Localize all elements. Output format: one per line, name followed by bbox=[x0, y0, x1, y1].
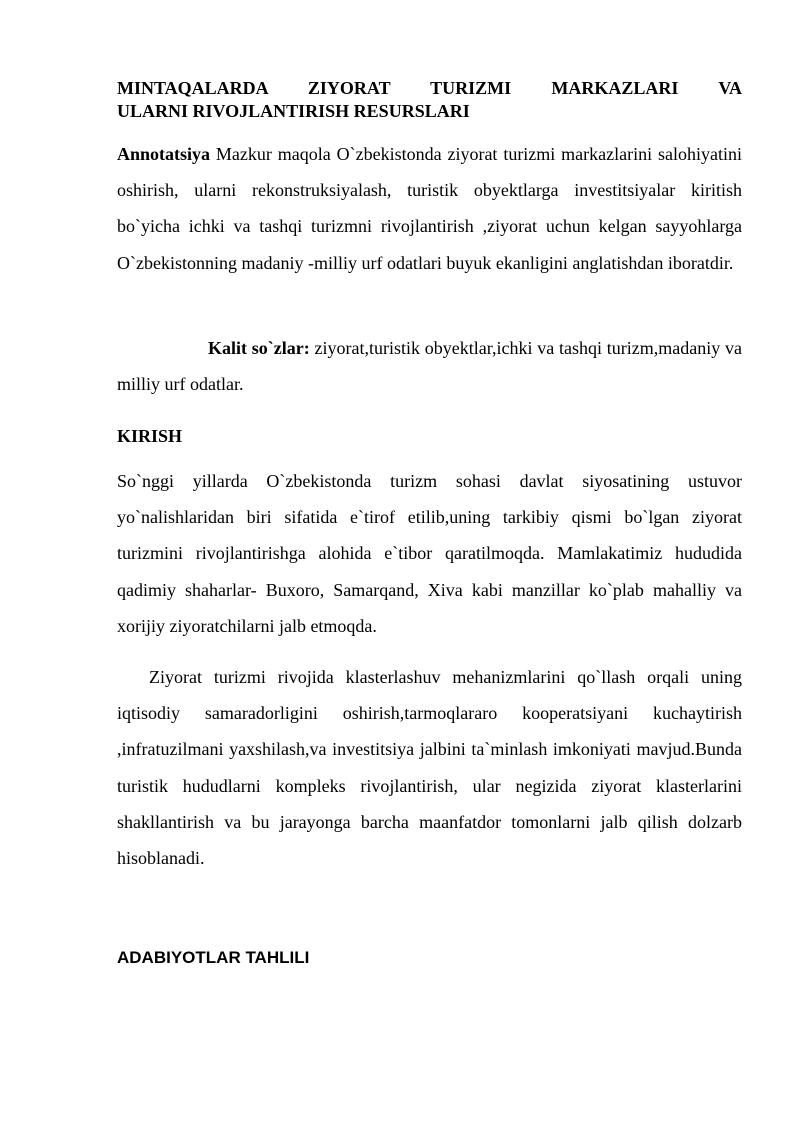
keywords-label: Kalit so`zlar: bbox=[208, 338, 310, 358]
annotation-text: Mazkur maqola O`zbekistonda ziyorat turizmi markazlarini salohiyatini oshirish, ularni rekonstruksiyalash, turistik obyektlarga investitsiyalar kiritish bo`yicha ichki va tashqi turizmni rivojlantirish ,ziyorat uchun kelgan sayyohlarga O`zbekistonning madaniy -milliy urf odatlari buyuk ekanligini anglatishdan iboratdir. bbox=[117, 144, 742, 273]
document-title bbox=[117, 77, 742, 123]
keywords-text: ziyorat,turistik obyektlar,ichki va tashqi turizm,madaniy va milliy urf odatlar. bbox=[117, 338, 742, 395]
annotation-label: Annotatsiya bbox=[117, 144, 211, 164]
section-heading-kirish: KIRISH bbox=[117, 426, 183, 446]
title-line-2: ULARNI RIVOJLANTIRISH RESURSLARI bbox=[117, 101, 470, 121]
intro-paragraph: So`nggi yillarda O`zbekistonda turizm sohasi davlat siyosatining ustuvor yo`nalishlaridan biri sifatida e`tirof etilib,uning tarkibiy qismi bo`lgan ziyorat turizmini rivojlantirishga alohida e`tibor qaratilmoqda. Mamlakatimiz hududida qadimiy shaharlar- Buxoro, Samarqand, Xiva kabi manzillar ko`plab mahalliy va xorijiy ziyoratchilarni jalb etmoqda. bbox=[117, 471, 742, 636]
title-line-1: MINTAQALARDA ZIYORAT TURIZMI MARKAZLARI VA bbox=[117, 78, 742, 98]
keywords-paragraph bbox=[117, 330, 742, 402]
section-heading-adabiyotlar: ADABIYOTLAR TAHLILI bbox=[117, 948, 310, 967]
annotation-paragraph bbox=[117, 136, 742, 281]
cluster-paragraph: Ziyorat turizmi rivojida klasterlashuv mehanizmlarini qo`llash orqali uning iqtisodiy samaradorligini oshirish,tarmoqlararo kooperatsiyani kuchaytirish ,infratuzilmani yaxshilash,va investitsiya jalbini ta`minlash imkoniyati mavjud.Bunda turistik hududlarni kompleks rivojlantirish, ular negizida ziyorat klasterlarini shakllantirish va bu jarayonga barcha maanfatdor tomonlarni jalb qilish dolzarb hisoblanadi. bbox=[117, 667, 742, 869]
